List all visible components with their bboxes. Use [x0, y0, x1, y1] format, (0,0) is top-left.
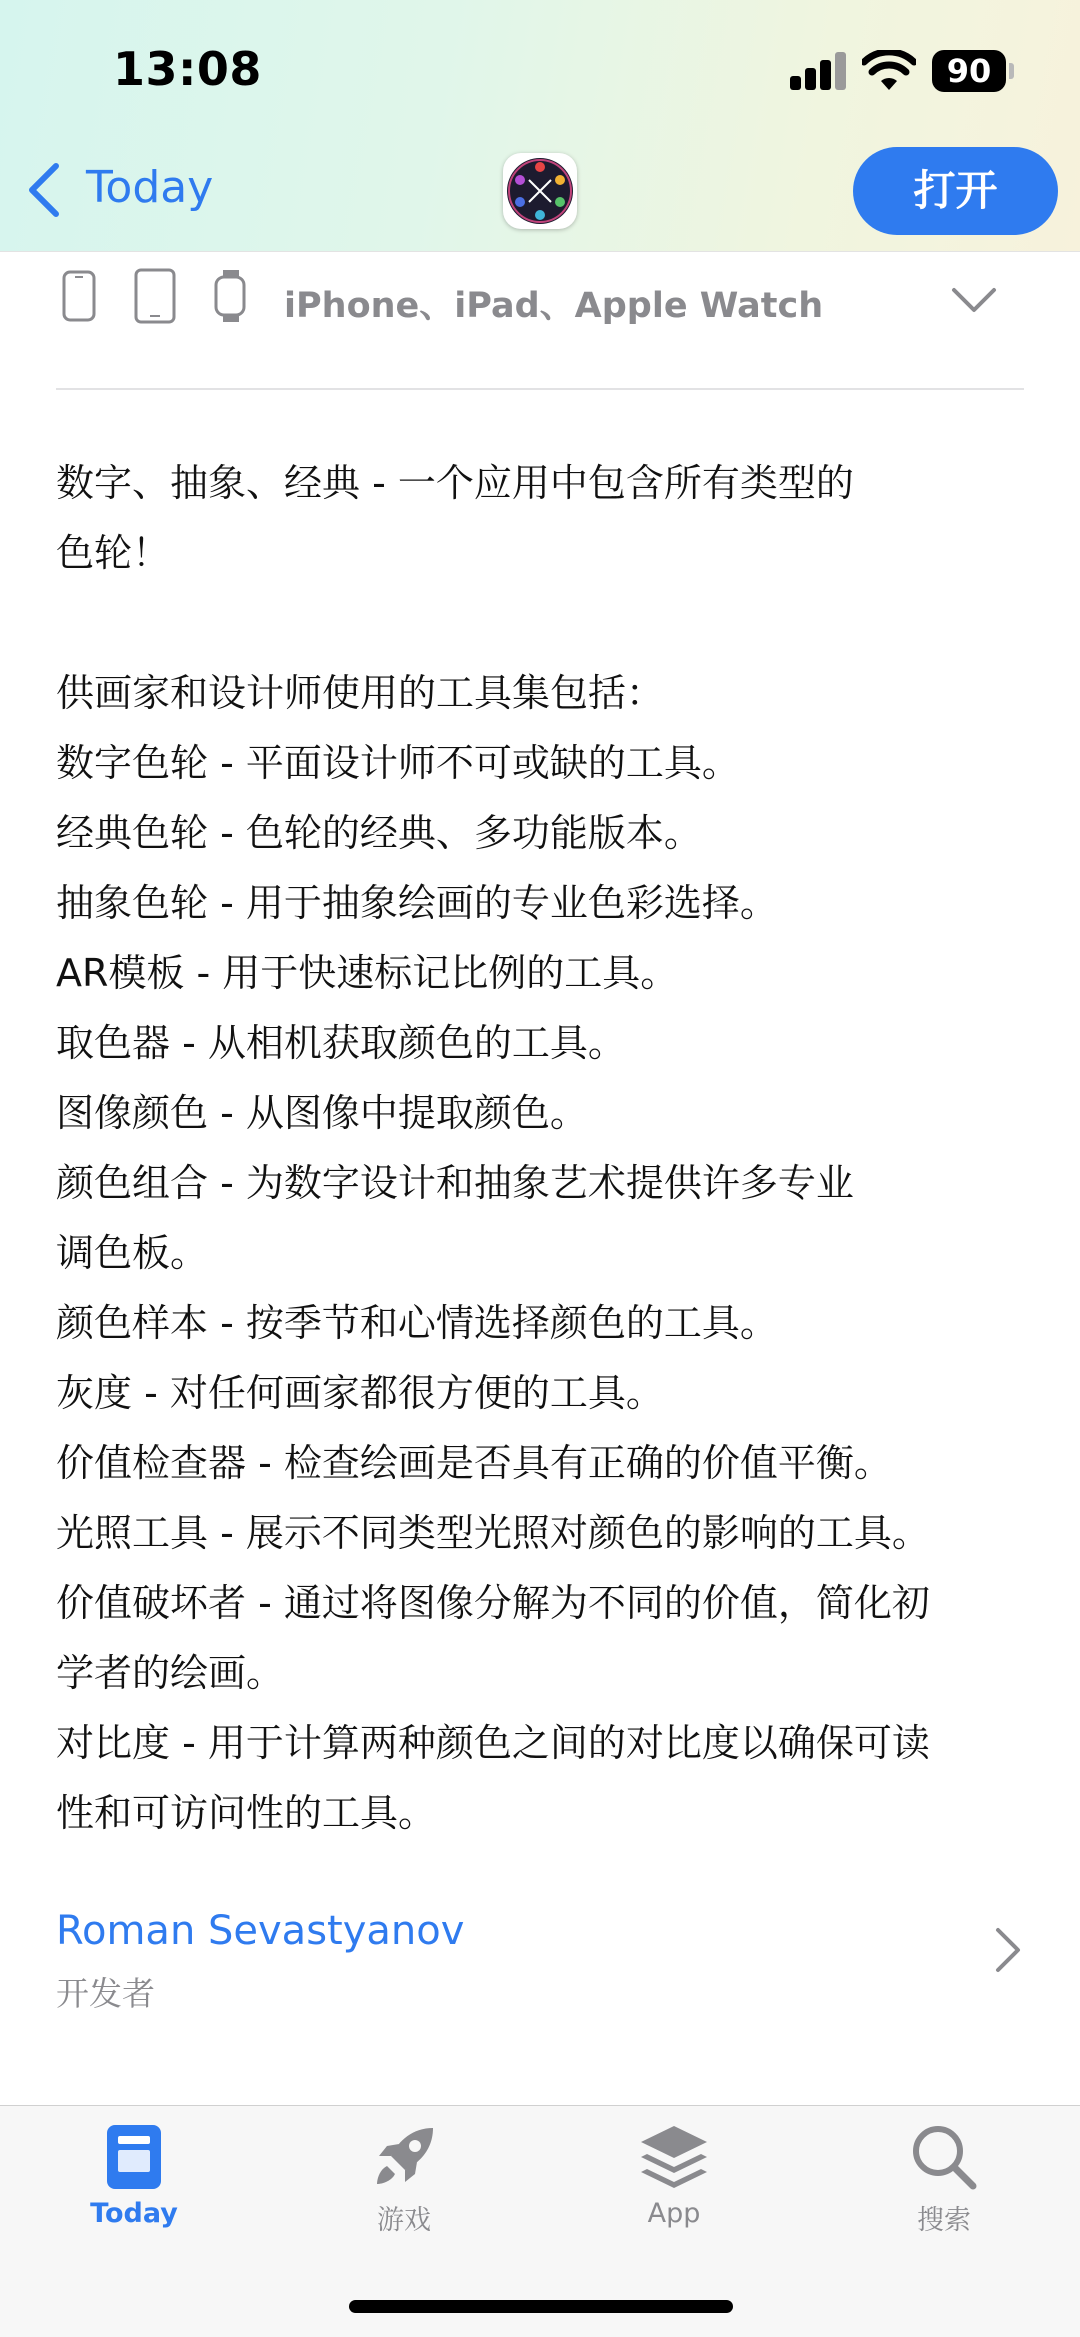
- description-line: 价值破坏者 - 通过将图像分解为不同的价值，简化初: [56, 1581, 930, 1625]
- back-chevron-icon[interactable]: [22, 160, 66, 220]
- rocket-icon: [369, 2122, 439, 2192]
- description-line: 供画家和设计师使用的工具集包括：: [56, 671, 665, 715]
- description-line: AR模板 - 用于快速标记比例的工具。: [56, 951, 679, 995]
- description-line: 取色器 - 从相机获取颜色的工具。: [56, 1021, 626, 1065]
- description-line: 调色板。: [56, 1231, 209, 1275]
- battery-tip: [1009, 63, 1014, 79]
- today-icon: [104, 2122, 164, 2192]
- status-time: 13:08: [113, 42, 262, 96]
- description-line: 颜色样本 - 按季节和心情选择颜色的工具。: [56, 1301, 778, 1345]
- tab-label-search: 搜索: [917, 2205, 971, 2236]
- chevron-down-icon[interactable]: [950, 280, 998, 320]
- tab-label-today: Today: [90, 2198, 178, 2229]
- description-line: 数字色轮 - 平面设计师不可或缺的工具。: [56, 741, 740, 785]
- layers-icon: [637, 2122, 711, 2192]
- signal-icon: [790, 52, 846, 90]
- tab-search[interactable]: [844, 2122, 1044, 2252]
- developer-role-label: 开发者: [56, 1974, 155, 2013]
- description-line: 抽象色轮 - 用于抽象绘画的专业色彩选择。: [56, 881, 778, 925]
- home-indicator: [349, 2300, 733, 2313]
- search-icon: [909, 2122, 979, 2192]
- wifi-icon: [862, 50, 916, 92]
- back-button[interactable]: Today: [86, 162, 214, 213]
- description-line: 灰度 - 对任何画家都很方便的工具。: [56, 1371, 664, 1415]
- description-line: 图像颜色 - 从图像中提取颜色。: [56, 1091, 588, 1135]
- description-line: 颜色组合 - 为数字设计和抽象艺术提供许多专业: [56, 1161, 854, 1205]
- description-line: 经典色轮 - 色轮的经典、多功能版本。: [56, 811, 702, 855]
- app-icon: [503, 153, 577, 229]
- description-line: 价值检查器 - 检查绘画是否具有正确的价值平衡。: [56, 1441, 892, 1485]
- description-line: 光照工具 - 展示不同类型光照对颜色的影响的工具。: [56, 1511, 930, 1555]
- battery-indicator: 90: [932, 50, 1006, 92]
- description-line: 学者的绘画。: [56, 1651, 285, 1695]
- tab-label-apps: App: [647, 2198, 701, 2229]
- description-line: 色轮！: [56, 531, 171, 575]
- tab-today[interactable]: [34, 2122, 234, 2252]
- iphone-icon: [62, 270, 96, 322]
- apple-watch-icon: [214, 268, 248, 324]
- description-line: 性和可访问性的工具。: [56, 1791, 437, 1835]
- developer-link[interactable]: Roman Sevastyanov: [56, 1908, 465, 1954]
- tab-label-games: 游戏: [377, 2205, 431, 2236]
- tab-apps[interactable]: [574, 2122, 774, 2252]
- open-button[interactable]: 打开: [853, 147, 1058, 235]
- app-description: [56, 448, 1036, 1848]
- ipad-icon: [134, 268, 176, 324]
- description-line: 对比度 - 用于计算两种颜色之间的对比度以确保可读: [56, 1721, 930, 1765]
- tab-games[interactable]: [304, 2122, 504, 2252]
- chevron-right-icon[interactable]: [990, 1924, 1026, 1976]
- description-blank-line: [56, 588, 1036, 658]
- devices-label: iPhone、iPad、Apple Watch: [284, 286, 824, 326]
- divider: [56, 388, 1024, 390]
- description-line: 数字、抽象、经典 - 一个应用中包含所有类型的: [56, 461, 854, 505]
